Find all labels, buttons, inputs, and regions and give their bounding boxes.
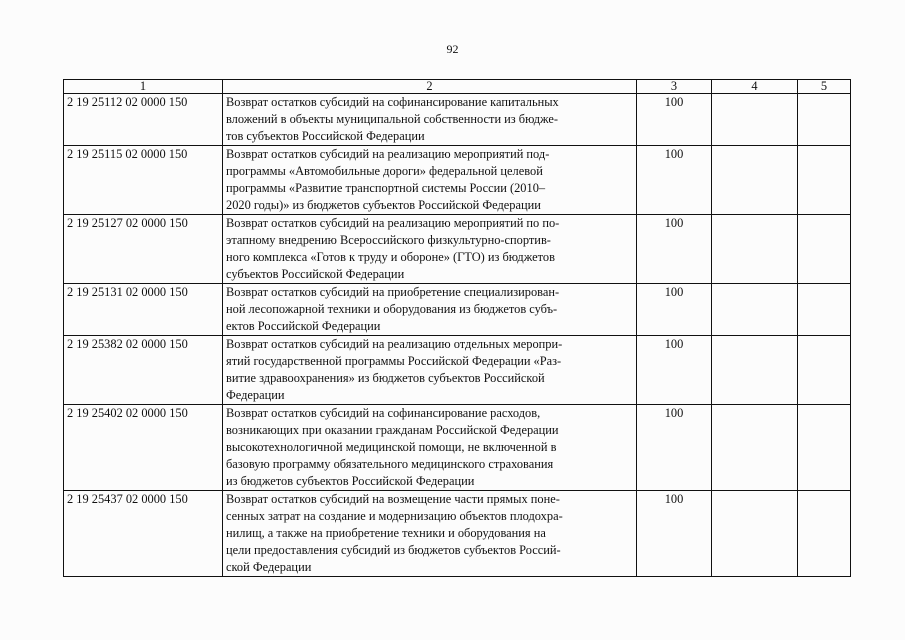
- description-line: Возврат остатков субсидий на приобретение специализирован-: [226, 285, 560, 299]
- description-cell: [223, 215, 637, 284]
- amount-cell: 100: [637, 215, 712, 284]
- table-body: [64, 94, 851, 577]
- description-line: программы «Автомобильные дороги» федеральной целевой: [226, 164, 543, 178]
- description-line: субъектов Российской Федерации: [226, 267, 405, 281]
- table-row: [64, 284, 851, 336]
- description-line: ятий государственной программы Российской Федерации «Раз-: [226, 354, 562, 368]
- budget-code-cell: 2 19 25402 02 0000 150: [64, 405, 223, 491]
- description-line: Федерации: [226, 388, 285, 402]
- table-row: [64, 215, 851, 284]
- description-cell: [223, 491, 637, 577]
- budget-code-cell: 2 19 25382 02 0000 150: [64, 336, 223, 405]
- description-line: этапному внедрению Всероссийского физкультурно-спортив-: [226, 233, 551, 247]
- description-cell: [223, 405, 637, 491]
- description-line: высокотехнологичной медицинской помощи, не включенной в: [226, 440, 557, 454]
- empty-col5-cell: [798, 146, 851, 215]
- description-line: Возврат остатков субсидий на реализацию мероприятий под-: [226, 147, 550, 161]
- table-row: [64, 491, 851, 577]
- description-line: цели предоставления субсидий из бюджетов субъектов Россий-: [226, 543, 561, 557]
- amount-cell: 100: [637, 491, 712, 577]
- empty-col5-cell: [798, 215, 851, 284]
- amount-cell: 100: [637, 405, 712, 491]
- column-header-1: 1: [64, 80, 223, 94]
- amount-cell: 100: [637, 146, 712, 215]
- description-line: ной лесопожарной техники и оборудования из бюджетов субъ-: [226, 302, 558, 316]
- table-row: [64, 405, 851, 491]
- description-cell: [223, 146, 637, 215]
- empty-col4-cell: [712, 146, 798, 215]
- table-row: [64, 94, 851, 146]
- description-line: вложений в объекты муниципальной собственности из бюдже-: [226, 112, 559, 126]
- empty-col4-cell: [712, 284, 798, 336]
- description-line: Возврат остатков субсидий на софинансирование расходов,: [226, 406, 541, 420]
- budget-code-cell: 2 19 25131 02 0000 150: [64, 284, 223, 336]
- budget-code-cell: 2 19 25437 02 0000 150: [64, 491, 223, 577]
- description-line: витие здравоохранения» из бюджетов субъектов Российской: [226, 371, 545, 385]
- description-cell: [223, 336, 637, 405]
- description-line: ской Федерации: [226, 560, 312, 574]
- description-line: возникающих при оказании гражданам Российской Федерации: [226, 423, 559, 437]
- description-line: Возврат остатков субсидий на реализацию отдельных меропри-: [226, 337, 563, 351]
- column-header-5: 5: [798, 80, 851, 94]
- description-line: Возврат остатков субсидий на возмещение части прямых поне-: [226, 492, 560, 506]
- empty-col5-cell: [798, 336, 851, 405]
- empty-col5-cell: [798, 284, 851, 336]
- amount-cell: 100: [637, 94, 712, 146]
- description-line: программы «Развитие транспортной системы России (2010–: [226, 181, 546, 195]
- description-line: Возврат остатков субсидий на реализацию мероприятий по по-: [226, 216, 560, 230]
- budget-code-cell: 2 19 25112 02 0000 150: [64, 94, 223, 146]
- empty-col5-cell: [798, 94, 851, 146]
- empty-col4-cell: [712, 215, 798, 284]
- description-line: 2020 годы)» из бюджетов субъектов Российской Федерации: [226, 198, 541, 212]
- description-cell: [223, 284, 637, 336]
- description-line: ектов Российской Федерации: [226, 319, 381, 333]
- table-row: [64, 336, 851, 405]
- description-line: Возврат остатков субсидий на софинансирование капитальных: [226, 95, 559, 109]
- description-line: тов субъектов Российской Федерации: [226, 129, 425, 143]
- description-line: из бюджетов субъектов Российской Федерации: [226, 474, 475, 488]
- budget-code-cell: 2 19 25127 02 0000 150: [64, 215, 223, 284]
- description-line: ного комплекса «Готов к труду и обороне» (ГТО) из бюджетов: [226, 250, 555, 264]
- column-header-4: 4: [712, 80, 798, 94]
- column-header-3: 3: [637, 80, 712, 94]
- column-header-2: 2: [223, 80, 637, 94]
- empty-col4-cell: [712, 336, 798, 405]
- table-row: [64, 146, 851, 215]
- description-line: нилищ, а также на приобретение техники и оборудования на: [226, 526, 546, 540]
- amount-cell: 100: [637, 336, 712, 405]
- description-line: базовую программу обязательного медицинского страхования: [226, 457, 554, 471]
- header-row: [64, 80, 851, 94]
- description-line: сенных затрат на создание и модернизацию объектов плодохра-: [226, 509, 563, 523]
- page-number: 92: [446, 42, 459, 56]
- description-cell: [223, 94, 637, 146]
- empty-col5-cell: [798, 405, 851, 491]
- budget-classification-table: [63, 79, 851, 577]
- empty-col4-cell: [712, 94, 798, 146]
- budget-code-cell: 2 19 25115 02 0000 150: [64, 146, 223, 215]
- empty-col4-cell: [712, 405, 798, 491]
- empty-col5-cell: [798, 491, 851, 577]
- amount-cell: 100: [637, 284, 712, 336]
- empty-col4-cell: [712, 491, 798, 577]
